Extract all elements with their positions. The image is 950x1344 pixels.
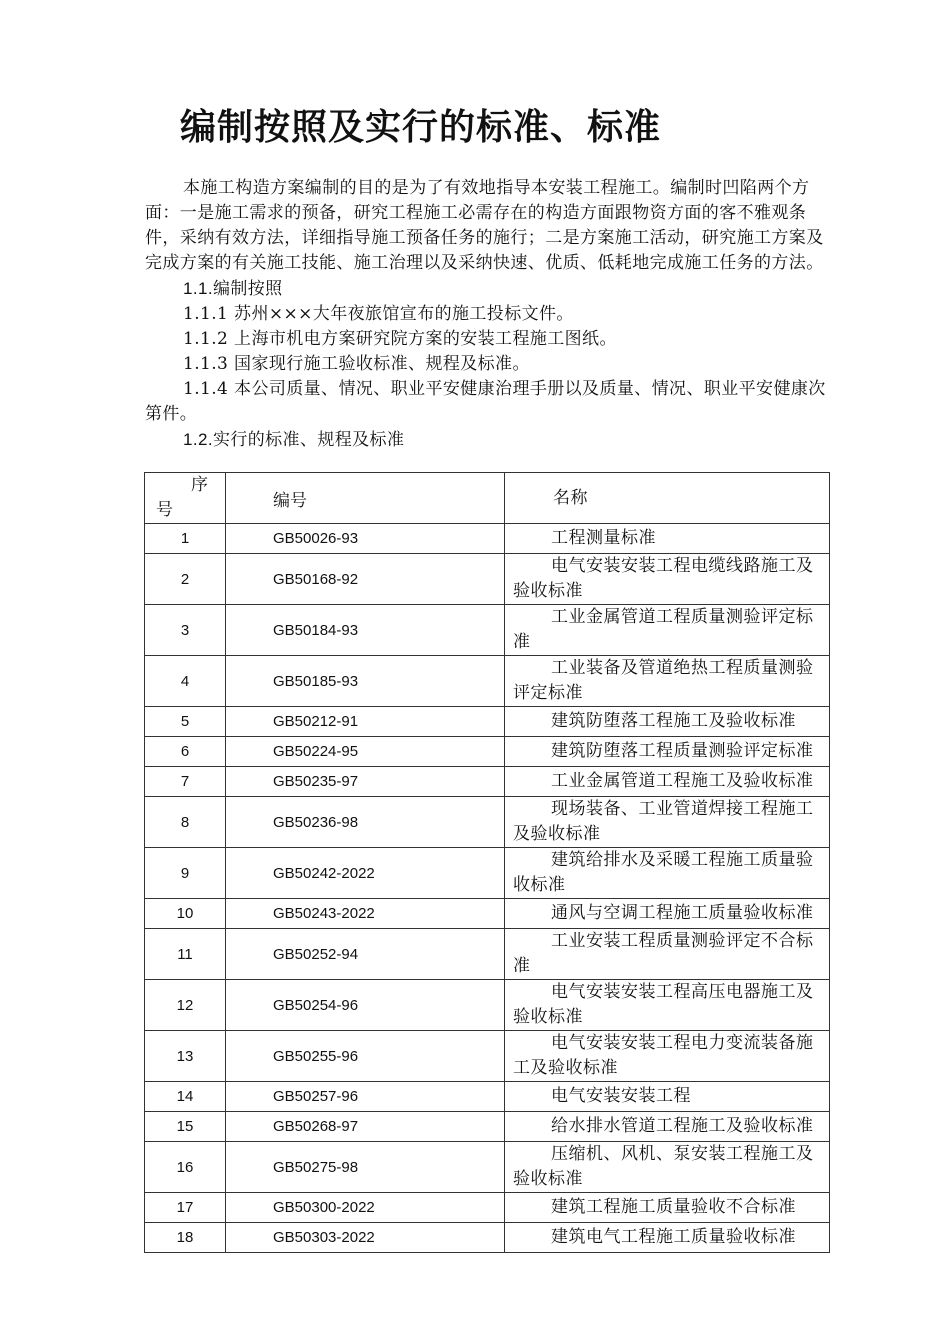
table-header-row — [145, 473, 830, 524]
header-seq: 序 号 — [145, 473, 226, 524]
row-code: GB50257-96 — [226, 1082, 505, 1112]
table-row — [145, 767, 830, 797]
header-name: 名称 — [505, 473, 830, 524]
table-row — [145, 1142, 830, 1193]
row-seq: 7 — [145, 767, 226, 797]
row-seq: 3 — [145, 605, 226, 656]
row-seq: 11 — [145, 929, 226, 980]
row-seq: 6 — [145, 737, 226, 767]
row-name: 工业金属管道工程施工及验收标准 — [505, 767, 830, 797]
row-code: GB50243-2022 — [226, 899, 505, 929]
document-body — [145, 176, 831, 453]
table-row — [145, 1112, 830, 1142]
intro-paragraph: 本施工构造方案编制的目的是为了有效地指导本安装工程施工。编制时凹陷两个方面：一是施工需求的预备，研究工程施工必需存在的构造方面跟物资方面的客不雅观条件，采纳有效方法，详细指导施工预备任务的施行；二是方案施工活动，研究施工方案及完成方案的有关施工技能、施工治理以及采纳快速、优质、低耗地完成施工任务的方法。 — [145, 178, 824, 273]
header-code: 编号 — [226, 473, 505, 524]
row-code: GB50242-2022 — [226, 848, 505, 899]
row-seq: 4 — [145, 656, 226, 707]
row-code: GB50212-91 — [226, 707, 505, 737]
row-name: 工业安装工程质量测验评定不合标准 — [505, 929, 830, 980]
row-seq: 13 — [145, 1031, 226, 1082]
row-code: GB50254-96 — [226, 980, 505, 1031]
row-code: GB50303-2022 — [226, 1223, 505, 1253]
row-seq: 15 — [145, 1112, 226, 1142]
row-name: 电气安装安装工程高压电器施工及验收标准 — [505, 980, 830, 1031]
row-seq: 8 — [145, 797, 226, 848]
row-name: 建筑电气工程施工质量验收标准 — [505, 1223, 830, 1253]
row-name: 工业装备及管道绝热工程质量测验评定标准 — [505, 656, 830, 707]
row-seq: 18 — [145, 1223, 226, 1253]
row-seq: 5 — [145, 707, 226, 737]
list-item: 1.1.3 国家现行施工验收标准、规程及标准。 — [183, 354, 530, 374]
table-row — [145, 554, 830, 605]
page-title: 编制按照及实行的标准、标准 — [180, 107, 662, 148]
list-item: 1.1.4 本公司质量、情况、职业平安健康治理手册以及质量、情况、职业平安健康次第件。 — [145, 379, 826, 424]
row-name: 工程测量标准 — [505, 524, 830, 554]
table-row — [145, 1031, 830, 1082]
row-seq: 9 — [145, 848, 226, 899]
table-row — [145, 707, 830, 737]
row-code: GB50235-97 — [226, 767, 505, 797]
row-seq: 12 — [145, 980, 226, 1031]
list-item: 1.1.1 苏州×××大年夜旅馆宣布的施工投标文件。 — [183, 304, 574, 324]
row-name: 建筑防堕落工程质量测验评定标准 — [505, 737, 830, 767]
row-seq: 14 — [145, 1082, 226, 1112]
row-code: GB50275-98 — [226, 1142, 505, 1193]
row-name: 压缩机、风机、泵安装工程施工及验收标准 — [505, 1142, 830, 1193]
table-row — [145, 1082, 830, 1112]
row-code: GB50185-93 — [226, 656, 505, 707]
row-name: 工业金属管道工程质量测验评定标准 — [505, 605, 830, 656]
table-row — [145, 848, 830, 899]
table-row — [145, 929, 830, 980]
row-name: 建筑防堕落工程施工及验收标准 — [505, 707, 830, 737]
row-code: GB50184-93 — [226, 605, 505, 656]
row-name: 通风与空调工程施工质量验收标准 — [505, 899, 830, 929]
list-item: 1.1.2 上海市机电方案研究院方案的安装工程施工图纸。 — [183, 329, 617, 349]
table-row — [145, 524, 830, 554]
standards-table — [144, 472, 830, 1253]
table-row — [145, 980, 830, 1031]
row-code: GB50026-93 — [226, 524, 505, 554]
table-row — [145, 797, 830, 848]
row-name: 建筑给排水及采暖工程施工质量验收标准 — [505, 848, 830, 899]
row-code: GB50300-2022 — [226, 1193, 505, 1223]
row-code: GB50236-98 — [226, 797, 505, 848]
row-name: 现场装备、工业管道焊接工程施工及验收标准 — [505, 797, 830, 848]
table-row — [145, 1193, 830, 1223]
table-row — [145, 737, 830, 767]
row-seq: 1 — [145, 524, 226, 554]
row-name: 给水排水管道工程施工及验收标准 — [505, 1112, 830, 1142]
row-code: GB50268-97 — [226, 1112, 505, 1142]
row-code: GB50255-96 — [226, 1031, 505, 1082]
row-code: GB50224-95 — [226, 737, 505, 767]
row-seq: 17 — [145, 1193, 226, 1223]
row-code: GB50168-92 — [226, 554, 505, 605]
row-name: 建筑工程施工质量验收不合标准 — [505, 1193, 830, 1223]
section-heading-1-1: 1.1.编制按照 — [183, 279, 283, 298]
section-heading-1-2: 1.2.实行的标准、规程及标准 — [183, 430, 405, 449]
row-name: 电气安装安装工程电力变流装备施工及验收标准 — [505, 1031, 830, 1082]
row-seq: 16 — [145, 1142, 226, 1193]
table-row — [145, 605, 830, 656]
row-seq: 2 — [145, 554, 226, 605]
table-row — [145, 656, 830, 707]
row-code: GB50252-94 — [226, 929, 505, 980]
table-row — [145, 1223, 830, 1253]
row-name: 电气安装安装工程 — [505, 1082, 830, 1112]
row-name: 电气安装安装工程电缆线路施工及验收标准 — [505, 554, 830, 605]
row-seq: 10 — [145, 899, 226, 929]
table-row — [145, 899, 830, 929]
